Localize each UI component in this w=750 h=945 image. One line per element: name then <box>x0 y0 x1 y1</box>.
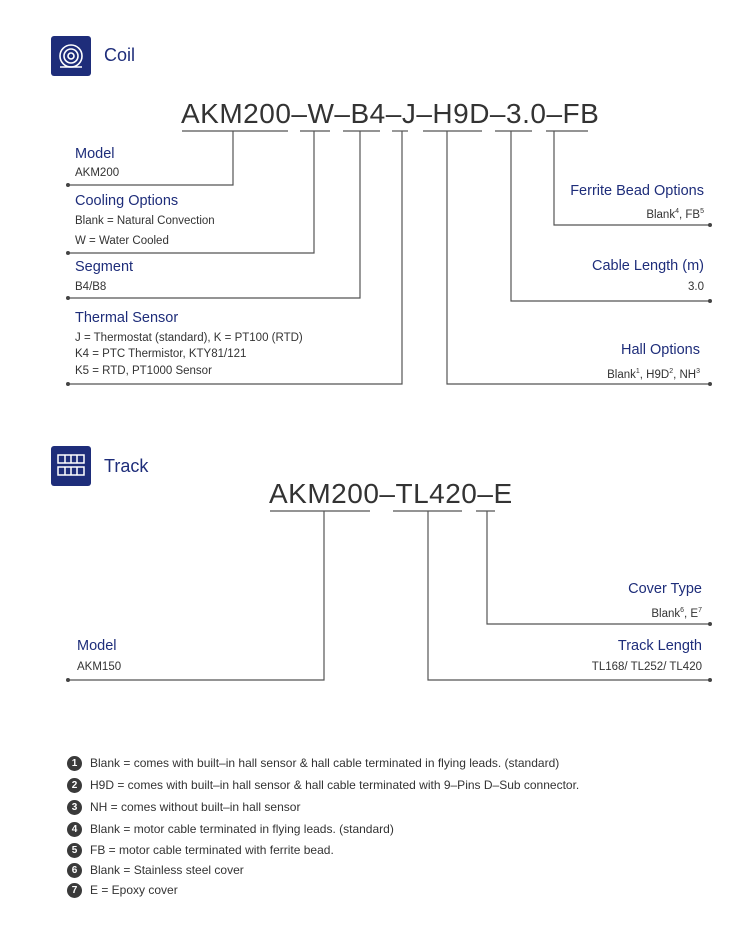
note-item <box>67 880 579 900</box>
note-text: Blank = motor cable terminated in flying leads. (standard) <box>90 822 394 836</box>
note-number-badge: 6 <box>67 863 82 878</box>
cooling-options-label: Cooling Options <box>75 193 179 209</box>
note-number-badge: 5 <box>67 843 82 858</box>
coil-part-number <box>181 98 599 130</box>
cable-length-value: 3.0 <box>688 281 704 293</box>
track-model-label: Model <box>77 638 117 654</box>
ferrite-bead-value: Blank$^4$, $FB^5$ <box>646 208 704 221</box>
cover-type-label: Cover Type <box>628 581 702 597</box>
note-number-badge: 7 <box>67 883 82 898</box>
segment-label: Segment <box>75 259 134 275</box>
pn-sep: – <box>489 98 506 129</box>
pn-sep: – <box>291 98 308 129</box>
note-text: H9D = comes with built–in hall sensor & hall cable terminated with 9–Pins D–Sub connector. <box>90 778 580 792</box>
thermal-sensor-value: J = Thermostat (standard), K = PT100 (RTD) <box>75 332 303 344</box>
coil-icon <box>51 36 91 76</box>
note-number-badge: 4 <box>67 822 82 837</box>
pn-sep: – <box>334 98 351 129</box>
track-section-title: Track <box>104 456 149 476</box>
thermal-sensor-label: Thermal Sensor <box>75 310 179 326</box>
ferrite-bead-label: Ferrite Bead Options <box>570 183 704 199</box>
pn-ferrite: FB <box>562 98 600 129</box>
cooling-option-value: Blank = Natural Convection <box>75 215 215 227</box>
model-value: AKM200 <box>75 167 120 179</box>
track-length-label: Track Length <box>617 638 702 654</box>
note-item <box>67 818 579 840</box>
coil-section-title: Coil <box>104 45 136 65</box>
track-icon <box>51 446 91 486</box>
thermal-sensor-value: K4 = PTC Thermistor, KTY81/121 <box>75 348 247 360</box>
note-item <box>67 840 579 860</box>
pn-cable: 3.0 <box>506 98 547 129</box>
note-item <box>67 774 579 796</box>
cable-length-label: Cable Length (m) <box>591 258 704 274</box>
pn-track-length: TL420 <box>395 478 478 509</box>
pn-sep: – <box>416 98 433 129</box>
note-item <box>67 860 579 880</box>
note-text: Blank = Stainless steel cover <box>90 863 244 877</box>
hall-options-value: Blank$^1$, $H9D^2$, $NH^3$ <box>607 368 700 381</box>
pn-thermal: J <box>401 98 417 129</box>
pn-sep: – <box>379 478 396 509</box>
track-model-value: AKM150 <box>77 661 122 673</box>
pn-hall: H9D <box>432 98 490 129</box>
track-length-value: TL168/ TL252/ TL420 <box>591 661 702 673</box>
note-text: FB = motor cable terminated with ferrite bead. <box>90 843 334 857</box>
segment-value: B4/B8 <box>75 281 107 293</box>
cooling-option-value: W = Water Cooled <box>75 235 169 247</box>
note-number-badge: 3 <box>67 800 82 815</box>
pn-sep: – <box>385 98 402 129</box>
pn-cover: E <box>493 478 513 509</box>
model-label: Model <box>75 146 115 162</box>
note-number-badge: 1 <box>67 756 82 771</box>
note-text: Blank = comes with built–in hall sensor & hall cable terminated in flying leads. (standard) <box>90 756 560 770</box>
track-part-number <box>269 478 513 510</box>
notes-list <box>67 752 579 900</box>
note-number-badge: 2 <box>67 778 82 793</box>
thermal-sensor-value: K5 = RTD, PT1000 Sensor <box>75 365 212 377</box>
pn-track-model: AKM200 <box>269 478 380 509</box>
note-item <box>67 752 579 774</box>
note-item <box>67 796 579 818</box>
pn-model: AKM200 <box>181 98 292 129</box>
hall-options-label: Hall Options <box>621 342 700 358</box>
pn-segment: B4 <box>350 98 386 129</box>
note-text: NH = comes without built–in hall sensor <box>90 800 301 814</box>
note-text: E = Epoxy cover <box>90 883 178 897</box>
cover-type-value: Blank$^6$, $E^7$ <box>651 607 702 620</box>
pn-sep: – <box>477 478 494 509</box>
pn-sep: – <box>546 98 563 129</box>
pn-cooling: W <box>307 98 335 129</box>
